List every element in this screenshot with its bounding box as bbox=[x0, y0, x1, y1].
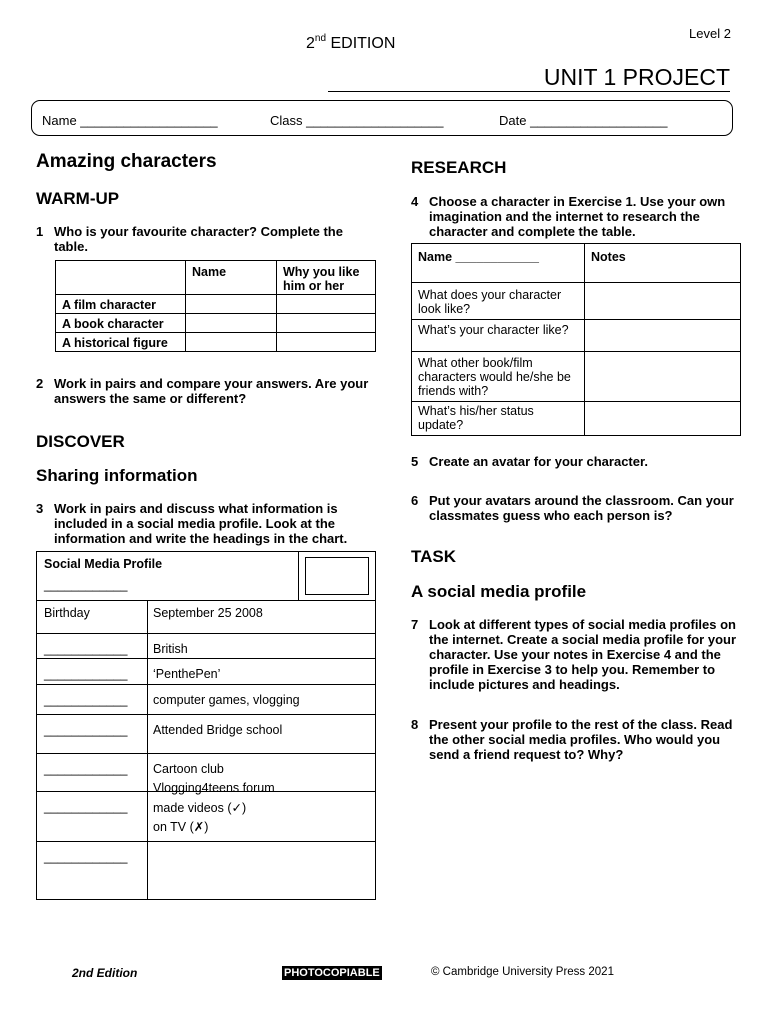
profile-row bbox=[37, 658, 375, 684]
profile-row-heading[interactable]: ____________ bbox=[44, 850, 128, 864]
question-text: Choose a character in Exercise 1. Use your own imagination and the internet to research the character and complete the table. bbox=[429, 194, 726, 239]
profile-row bbox=[37, 791, 375, 841]
research-row-label: What’s his/her status update? bbox=[412, 402, 585, 436]
question-text: Work in pairs and discuss what information is included in a social media profile. Look at the information and write the headings in the chart. bbox=[54, 501, 348, 546]
question-5 bbox=[411, 454, 741, 470]
edition-label: 2nd EDITION bbox=[306, 33, 396, 52]
profile-column-divider bbox=[147, 601, 148, 633]
research-row-label: What other book/film characters would he/she be friends with? bbox=[412, 352, 585, 402]
question-2 bbox=[36, 376, 381, 408]
page-title: Amazing characters bbox=[36, 151, 217, 172]
question-text: Look at different types of social media profiles on the internet. Create a social media profile for your character. Use your notes in Exercise 4 and the profile in Exercise 3 to help you. Remember to include pictures and headings. bbox=[429, 617, 737, 692]
research-table bbox=[411, 243, 741, 436]
research-header-notes: Notes bbox=[585, 244, 741, 283]
profile-row-value: computer games, vlogging bbox=[153, 693, 300, 707]
question-text: Create an avatar for your character. bbox=[429, 454, 648, 469]
profile-row-value: Attended Bridge school bbox=[153, 723, 283, 737]
question-text: Put your avatars around the classroom. Can your classmates guess who each person is? bbox=[429, 493, 734, 523]
question-number: 6 bbox=[411, 493, 419, 508]
table-header-empty bbox=[56, 261, 186, 295]
profile-column-divider bbox=[147, 685, 148, 714]
unit-title: UNIT 1 PROJECT bbox=[543, 64, 730, 90]
profile-row-value: Cartoon club bbox=[153, 762, 224, 776]
table-row-label: A historical figure bbox=[56, 333, 186, 352]
question-number: 4 bbox=[411, 194, 419, 209]
profile-row bbox=[37, 684, 375, 714]
research-notes-cell[interactable] bbox=[585, 402, 741, 436]
question-number: 7 bbox=[411, 617, 419, 632]
profile-row-heading[interactable]: ____________ bbox=[44, 800, 128, 814]
profile-column-divider bbox=[147, 754, 148, 791]
class-field[interactable]: Class ___________________ bbox=[270, 113, 444, 128]
profile-column-divider bbox=[147, 634, 148, 658]
social-media-profile-chart bbox=[36, 551, 376, 900]
profile-row-heading[interactable]: ____________ bbox=[44, 667, 128, 681]
level-label: Level 2 bbox=[689, 26, 731, 41]
profile-name-blank[interactable]: ____________ bbox=[44, 578, 128, 592]
profile-row-value: September 25 2008 bbox=[153, 606, 263, 620]
profile-row-heading[interactable]: ____________ bbox=[44, 723, 128, 737]
favourite-character-table bbox=[55, 260, 376, 352]
table-cell[interactable] bbox=[186, 314, 277, 333]
profile-row bbox=[37, 714, 375, 753]
research-notes-cell[interactable] bbox=[585, 320, 741, 352]
question-6 bbox=[411, 493, 741, 525]
profile-row-heading: Birthday bbox=[44, 606, 90, 620]
table-cell[interactable] bbox=[277, 295, 376, 314]
profile-row-value: Vlogging4teens forum bbox=[153, 781, 275, 795]
date-field[interactable]: Date ___________________ bbox=[499, 113, 668, 128]
copyright-text: © Cambridge University Press 2021 bbox=[431, 966, 614, 978]
profile-row bbox=[37, 600, 375, 633]
research-row-label: What’s your character like? bbox=[412, 320, 585, 352]
question-3 bbox=[36, 501, 381, 549]
profile-row-value: made videos (✓) bbox=[153, 801, 247, 815]
profile-row-heading[interactable]: ____________ bbox=[44, 693, 128, 707]
research-header-name[interactable]: Name ____________ bbox=[412, 244, 585, 283]
question-7 bbox=[411, 617, 741, 695]
question-1 bbox=[36, 224, 381, 256]
profile-title: Social Media Profile bbox=[44, 557, 163, 571]
profile-row bbox=[37, 753, 375, 795]
table-header-why: Why you like him or her bbox=[277, 261, 376, 295]
question-number: 2 bbox=[36, 376, 44, 391]
warmup-heading: WARM-UP bbox=[36, 189, 120, 208]
profile-column-divider bbox=[147, 659, 148, 684]
question-8 bbox=[411, 717, 741, 765]
question-text: Who is your favourite character? Complete the table. bbox=[54, 224, 343, 254]
footer-edition: 2nd Edition bbox=[72, 966, 138, 980]
table-cell[interactable] bbox=[277, 314, 376, 333]
title-underline bbox=[328, 91, 730, 92]
profile-column-divider bbox=[147, 715, 148, 753]
profile-picture-frame bbox=[298, 552, 376, 601]
research-notes-cell[interactable] bbox=[585, 283, 741, 320]
name-field[interactable]: Name ___________________ bbox=[42, 113, 218, 128]
profile-row bbox=[37, 841, 375, 899]
table-cell[interactable] bbox=[277, 333, 376, 352]
research-heading: RESEARCH bbox=[411, 158, 507, 177]
discover-heading: DISCOVER bbox=[36, 432, 125, 451]
table-cell[interactable] bbox=[186, 295, 277, 314]
question-number: 5 bbox=[411, 454, 419, 469]
research-notes-cell[interactable] bbox=[585, 352, 741, 402]
task-heading: TASK bbox=[411, 547, 457, 566]
question-4 bbox=[411, 194, 741, 242]
profile-row bbox=[37, 633, 375, 658]
sharing-heading: Sharing information bbox=[36, 466, 198, 485]
social-profile-heading: A social media profile bbox=[411, 582, 587, 601]
table-header-name: Name bbox=[186, 261, 277, 295]
photocopiable-badge: PHOTOCOPIABLE bbox=[284, 967, 380, 979]
table-row-label: A film character bbox=[56, 295, 186, 314]
profile-column-divider bbox=[147, 792, 148, 841]
question-number: 3 bbox=[36, 501, 44, 516]
research-row-label: What does your character look like? bbox=[412, 283, 585, 320]
question-text: Present your profile to the rest of the class. Read the other social media profiles. Who would you send a friend request to? Why? bbox=[429, 717, 733, 762]
question-number: 1 bbox=[36, 224, 44, 239]
table-cell[interactable] bbox=[186, 333, 277, 352]
profile-row-value: ‘PenthePen’ bbox=[153, 667, 221, 681]
profile-row-heading[interactable]: ____________ bbox=[44, 642, 128, 656]
profile-row-value: British bbox=[153, 642, 188, 656]
profile-picture-box[interactable] bbox=[305, 557, 369, 595]
profile-row-value: on TV (✗) bbox=[153, 820, 209, 834]
question-text: Work in pairs and compare your answers. Are your answers the same or different? bbox=[54, 376, 369, 406]
profile-column-divider bbox=[147, 842, 148, 899]
profile-row-heading[interactable]: ____________ bbox=[44, 762, 128, 776]
table-row-label: A book character bbox=[56, 314, 186, 333]
student-info-box bbox=[31, 100, 733, 136]
question-number: 8 bbox=[411, 717, 419, 732]
